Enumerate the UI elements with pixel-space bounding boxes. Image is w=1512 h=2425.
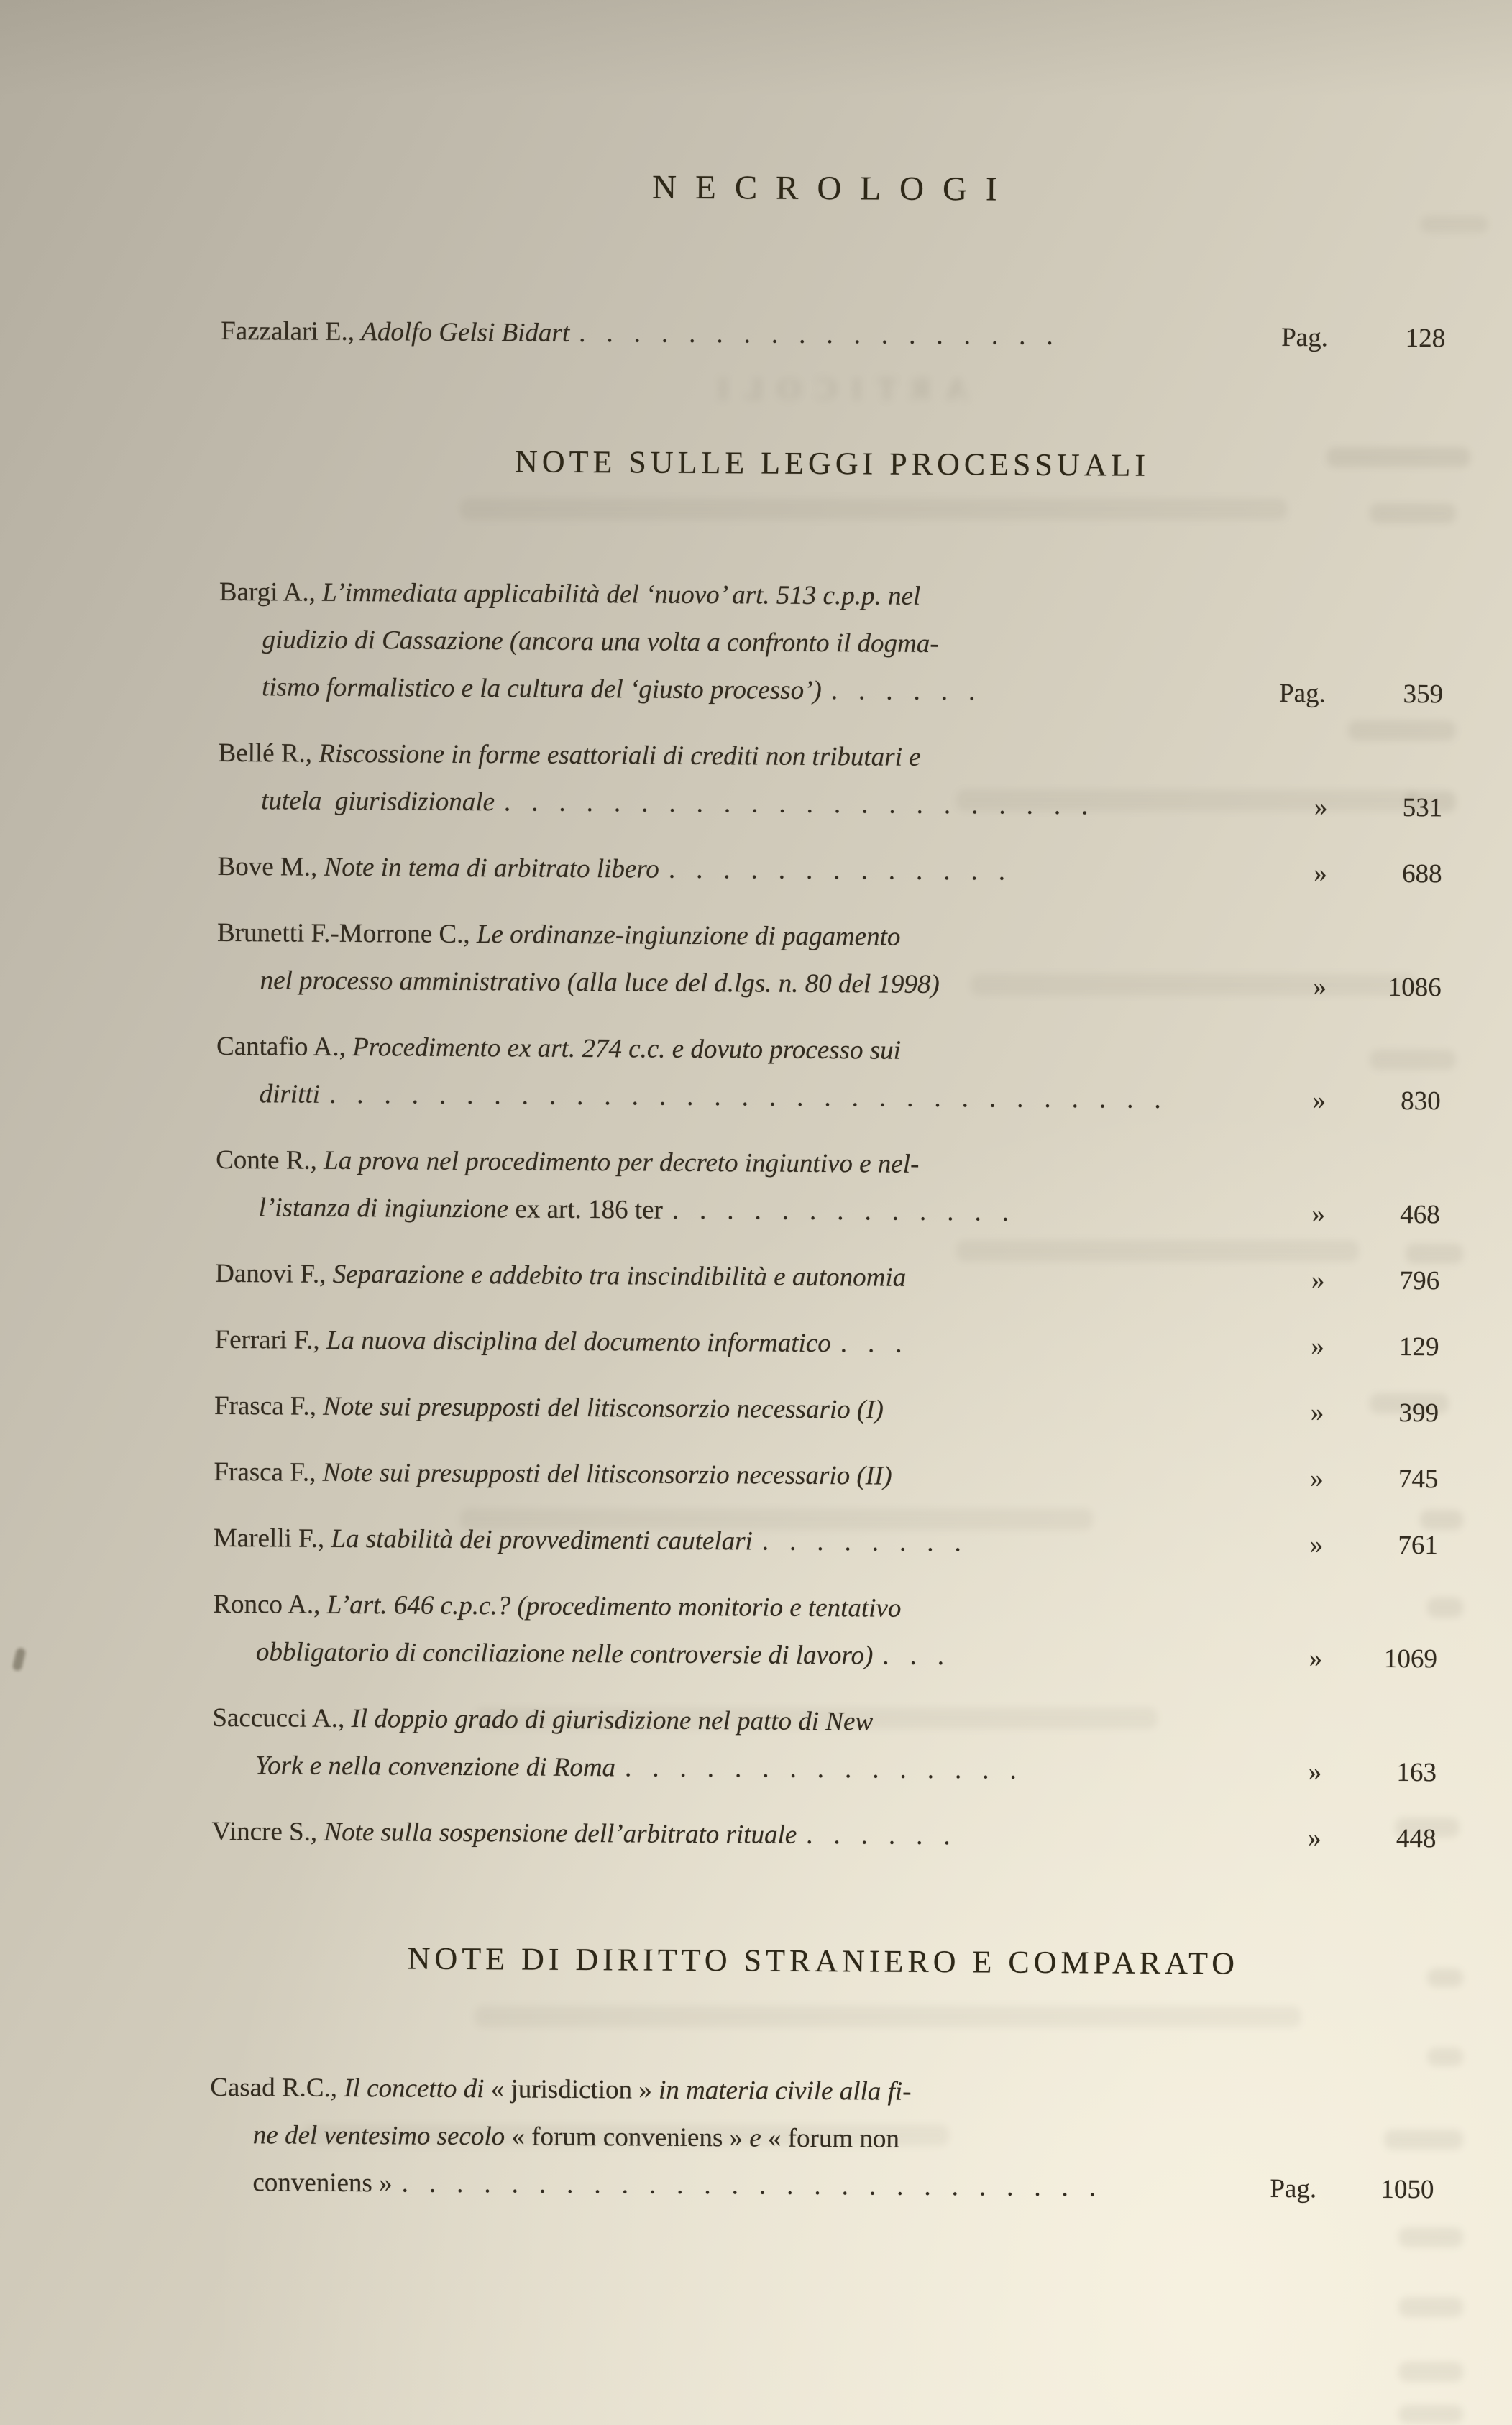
dot-leader xyxy=(940,993,1278,995)
dot-leader: ... xyxy=(882,1641,966,1672)
page-number: 359 xyxy=(1403,679,1444,710)
entry-line xyxy=(256,1628,1437,1683)
entry-text: giudizio di Cassazione (ancora una volta a confronto il dogma- xyxy=(262,625,939,659)
toc-entry xyxy=(214,1316,1439,1371)
entry-list xyxy=(211,569,1444,1863)
entry-text: Ferrari F., La nuova disciplina del documento informatico xyxy=(214,1324,831,1359)
toc-entry xyxy=(216,1023,1441,1125)
toc-entry xyxy=(211,1808,1436,1863)
page-ref-label: » xyxy=(1308,1823,1321,1853)
entry-text: Casad R.C., Il concetto di « jurisdiction » in materia civile alla fi- xyxy=(210,2072,912,2107)
entry-text: diritti xyxy=(259,1079,321,1109)
entry-line xyxy=(255,1742,1437,1797)
toc-entry xyxy=(219,569,1444,718)
page-number: 1086 xyxy=(1388,972,1442,1003)
section-title: NOTE SULLE LEGGI PROCESSUALI xyxy=(514,444,1150,483)
section-title: NECROLOGI xyxy=(651,168,1016,208)
page-ref-label: » xyxy=(1313,972,1327,1002)
bleedthrough-smudge xyxy=(1398,2227,1463,2247)
entry-text: Fazzalari E., Adolfo Gelsi Bidart xyxy=(221,316,570,348)
toc-entry xyxy=(215,1250,1439,1305)
dot-leader: ............. xyxy=(672,1195,1030,1227)
entry-text: l’istanza di ingiunzione ex art. 186 ter xyxy=(258,1193,663,1225)
entry-line xyxy=(214,1515,1438,1569)
toc-entry xyxy=(216,909,1442,1012)
bleedthrough-smudge xyxy=(1398,2362,1463,2382)
entry-text: Ronco A., L’art. 646 c.p.c.? (procedimento monitorio e tentativo xyxy=(213,1589,902,1623)
dot-leader: .......................... xyxy=(401,2168,1117,2203)
page-number: 830 xyxy=(1401,1086,1441,1117)
entry-line xyxy=(212,1695,1437,1749)
toc-entry xyxy=(209,2064,1434,2214)
entry-line xyxy=(213,1581,1437,1636)
entry-text: York e nella convenzione di Roma xyxy=(255,1751,616,1783)
entry-text: tismo formalistico e la cultura del ‘giusto processo’) xyxy=(262,672,822,706)
dot-leader: ........ xyxy=(761,1526,982,1558)
entry-line xyxy=(215,1250,1439,1305)
entry-line xyxy=(216,1137,1440,1191)
entry-line xyxy=(216,1023,1441,1078)
page-number: 1050 xyxy=(1380,2174,1434,2205)
dot-leader: .................. xyxy=(579,318,1074,352)
page-ref-label: » xyxy=(1310,1398,1324,1428)
dot-leader xyxy=(892,1485,1275,1487)
entry-text: Bargi A., L’immediata applicabilità del ‘nuovo’ art. 513 c.p.p. nel xyxy=(219,577,921,611)
dot-leader: ...... xyxy=(830,676,996,707)
entry-text: Marelli F., La stabilità dei provvedimenti cautelari xyxy=(213,1523,753,1557)
page-ref-label: » xyxy=(1311,1331,1324,1362)
entry-text: tutela giurisdizionale xyxy=(261,786,495,817)
page-edge-mark xyxy=(12,1647,26,1672)
entry-line xyxy=(260,957,1441,1012)
entry-text: Conte R., La prova nel procedimento per decreto ingiuntivo e nel- xyxy=(216,1145,920,1179)
entry-line xyxy=(221,308,1445,362)
entry-list xyxy=(221,308,1445,362)
toc-entry xyxy=(218,730,1443,832)
entry-line xyxy=(219,569,1444,623)
entry-line xyxy=(214,1316,1439,1371)
entry-line xyxy=(252,2159,1434,2214)
page-ref-label: Pag. xyxy=(1279,678,1327,709)
entry-text: Bove M., Note in tema di arbitrato libero xyxy=(217,851,660,884)
entry-line xyxy=(214,1449,1438,1503)
entry-line xyxy=(217,843,1442,898)
page-number: 531 xyxy=(1402,792,1443,823)
entry-text: Brunetti F.-Morrone C., Le ordinanze-ingiunzione di pagamento xyxy=(216,917,901,952)
entry-line xyxy=(210,2064,1434,2119)
page-number: 745 xyxy=(1398,1464,1439,1495)
dot-leader: ............. xyxy=(668,854,1027,886)
entry-line xyxy=(218,730,1442,784)
page-ref-label: » xyxy=(1311,1199,1326,1229)
bleedthrough-smudge xyxy=(1398,2297,1463,2317)
page-ref-label: » xyxy=(1309,1644,1323,1674)
toc-section-necrologi xyxy=(221,165,1447,362)
page-number: 128 xyxy=(1405,323,1446,354)
toc-entry xyxy=(214,1383,1439,1437)
entry-line xyxy=(217,909,1442,964)
toc-section-leggi xyxy=(211,440,1444,1863)
page-ref-label: » xyxy=(1314,792,1328,822)
entry-line xyxy=(211,1808,1436,1863)
entry-text: Vincre S., Note sulla sospensione dell’arbitrato rituale xyxy=(211,1816,797,1850)
entry-text: Bellé R., Riscossione in forme esattoriali di crediti non tributari e xyxy=(218,738,921,772)
entry-line xyxy=(262,664,1443,718)
entry-text: obbligatorio di conciliazione nelle controversie di lavoro) xyxy=(255,1637,874,1671)
dot-leader xyxy=(884,1418,1275,1421)
toc-section-straniero xyxy=(209,1938,1435,2214)
dot-leader: ...... xyxy=(806,1820,971,1851)
toc-entry xyxy=(214,1515,1438,1569)
entry-text: Frasca F., Note sui presupposti del litisconsorzio necessario (I) xyxy=(214,1390,884,1425)
dot-leader: ... xyxy=(840,1329,923,1359)
entry-text: ne del ventesimo secolo « forum conveniens » e « forum non xyxy=(252,2120,900,2154)
dot-leader: ............................... xyxy=(329,1079,1182,1115)
page-ref-label: » xyxy=(1309,1530,1324,1560)
entry-text: Danovi F., Separazione e addebito tra inscindibilità e autonomia xyxy=(215,1258,907,1293)
toc-entry xyxy=(214,1449,1438,1503)
dot-leader: ...................... xyxy=(503,787,1109,821)
entry-text: Frasca F., Note sui presupposti del litisconsorzio necessario (II) xyxy=(214,1457,892,1491)
page-number: 688 xyxy=(1401,858,1442,889)
page-number: 399 xyxy=(1398,1398,1439,1429)
entry-text: nel processo amministrativo (alla luce del d.lgs. n. 80 del 1998) xyxy=(260,966,940,1000)
page-ref-label: » xyxy=(1311,1265,1325,1296)
page-number: 468 xyxy=(1400,1199,1440,1230)
page-number: 448 xyxy=(1396,1823,1437,1854)
entry-list xyxy=(209,2064,1434,2214)
page-number: 796 xyxy=(1399,1265,1440,1296)
page-ref-label: Pag. xyxy=(1281,322,1329,353)
page-ref-label: » xyxy=(1310,1464,1324,1494)
page-number: 163 xyxy=(1396,1757,1437,1788)
toc-entry xyxy=(216,1137,1441,1239)
table-of-contents xyxy=(209,0,1447,2214)
entry-text: conveniens » xyxy=(252,2168,393,2199)
entry-text: Saccucci A., Il doppio grado di giurisdizione nel patto di New xyxy=(212,1702,874,1737)
entry-text: Cantafio A., Procedimento ex art. 274 c.c. e dovuto processo sui xyxy=(216,1031,902,1065)
page-number: 761 xyxy=(1398,1530,1439,1561)
entry-line xyxy=(259,1184,1440,1239)
dot-leader xyxy=(906,1286,1275,1288)
toc-entry xyxy=(221,308,1445,362)
page-ref-label: Pag. xyxy=(1270,2173,1317,2204)
entry-line xyxy=(259,1071,1440,1125)
entry-line xyxy=(261,777,1442,832)
page-number: 129 xyxy=(1398,1331,1439,1362)
toc-entry xyxy=(213,1581,1438,1683)
page-ref-label: » xyxy=(1312,1086,1327,1116)
page-ref-label: » xyxy=(1314,858,1327,889)
entry-line xyxy=(253,2112,1434,2166)
bleedthrough-smudge xyxy=(1398,2405,1463,2424)
entry-line xyxy=(262,616,1443,671)
page-ref-label: » xyxy=(1308,1757,1322,1787)
page-number: 1069 xyxy=(1383,1644,1438,1674)
toc-entry xyxy=(217,843,1442,898)
entry-line xyxy=(214,1383,1439,1437)
bleedthrough-ghost-heading: ARTICOLI xyxy=(702,373,968,406)
toc-entry xyxy=(212,1695,1437,1797)
dot-leader: ............... xyxy=(624,1753,1037,1785)
section-title: NOTE DI DIRITTO STRANIERO E COMPARATO xyxy=(407,1940,1240,1981)
